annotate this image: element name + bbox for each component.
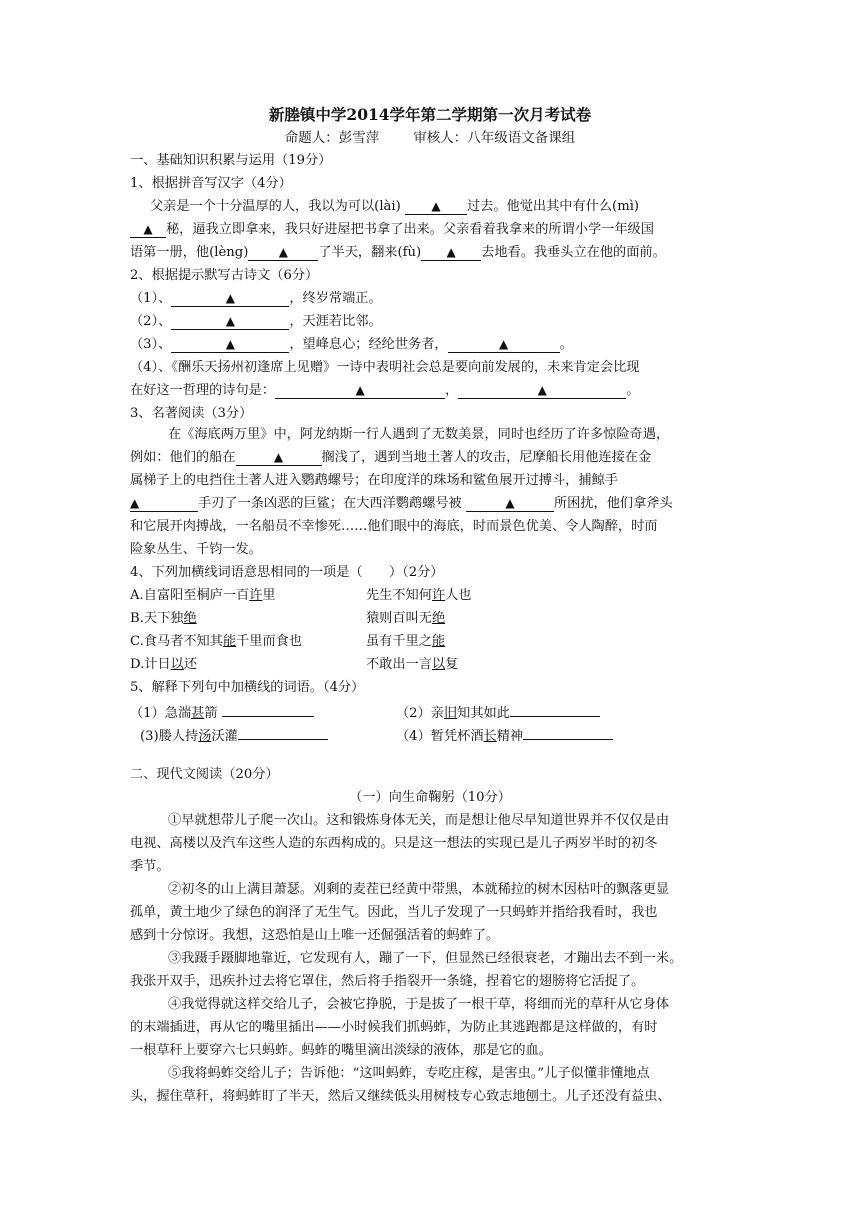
exam-subtitle bbox=[0, 128, 860, 148]
answer-blank[interactable] bbox=[510, 701, 600, 717]
answer-blank[interactable] bbox=[130, 222, 166, 238]
answer-blank[interactable] bbox=[238, 724, 328, 740]
question-heading: 5、解释下列句中加横线的词语。（4分） bbox=[130, 680, 365, 695]
blank-marker-icon: ▲ bbox=[278, 245, 288, 259]
q4-option[interactable]: C.食马者不知其能千里而食也 虽有千里之能 bbox=[130, 634, 446, 649]
section-heading: 一、基础知识积累与运用（19分） bbox=[130, 153, 332, 168]
question-heading: 4、下列加横线词语意思相同的一项是（ ）（2分） bbox=[130, 565, 444, 580]
q4-option[interactable]: A.自富阳至桐庐一百许里 先生不知何许人也 bbox=[130, 588, 472, 603]
q4-option[interactable]: D.计日以还 不敢出一言以复 bbox=[130, 657, 459, 672]
passage-line: 季节。 bbox=[130, 859, 170, 874]
q4-option[interactable]: B.天下独绝 猿则百叫无绝 bbox=[130, 611, 446, 626]
answer-blank[interactable] bbox=[171, 314, 289, 330]
q5-line: （1）急湍甚箭 （2）亲旧知其如此 bbox=[130, 701, 730, 724]
q3-line: 和它展开肉搏战，一名船员不幸惨死……他们眼中的海底，时而景色优美、令人陶醉，时而 bbox=[130, 519, 658, 534]
passage-line: ⑤我将蚂蚱交给儿子；告诉他：“这叫蚂蚱，专吃庄稼，是害虫。”儿子似懂非懂地点 bbox=[168, 1066, 650, 1081]
answer-blank[interactable] bbox=[171, 337, 289, 353]
answer-blank[interactable] bbox=[248, 245, 318, 261]
question-heading: 3、名著阅读（3分） bbox=[130, 406, 253, 421]
passage-line: 头，握住草秆，将蚂蚱盯了半天，然后又继续低头用树枝专心致志地刨土。儿子还没有益虫、 bbox=[130, 1089, 671, 1104]
answer-blank[interactable] bbox=[171, 291, 289, 307]
q2-line: （3）、 ▲ ，望峰息心；经纶世务者， ▲ 。 bbox=[130, 337, 573, 352]
q1-line: 语第一册，他(lèng) ▲ 了半天，翻来(fù) ▲ 去地看。我垂头立在他的面前。 bbox=[130, 245, 666, 260]
answer-blank[interactable] bbox=[236, 450, 322, 466]
passage-line: ④我觉得就这样交给儿子，会被它挣脱，于是拔了一根干草，将细而光的草秆从它身体 bbox=[168, 997, 670, 1012]
blank-marker-icon: ▲ bbox=[505, 496, 515, 510]
q3-line: 属梯子上的电挡住土著人进入鹦鹉螺号；在印度洋的珠场和鲨鱼展开过搏斗，捕鲸手 bbox=[130, 473, 618, 488]
setter-label: 命题人：彭雪萍 bbox=[284, 130, 380, 146]
answer-blank[interactable] bbox=[130, 496, 198, 512]
blank-marker-icon: ▲ bbox=[355, 383, 365, 397]
q3-line: ▲ 手刃了一条凶恶的巨鲨；在大西洋鹦鹉螺号被 ▲ 所困扰，他们拿斧头 bbox=[130, 496, 673, 511]
passage-line: 一根草秆上要穿六七只蚂蚱。蚂蚱的嘴里滴出淡绿的液体，那是它的血。 bbox=[130, 1043, 552, 1058]
passage-title: （一）向生命鞠躬（10分） bbox=[349, 790, 511, 805]
answer-blank[interactable] bbox=[405, 199, 467, 215]
passage-line: 孤单，黄土地少了绿色的润泽了无生气。因此，当儿子发现了一只蚂蚱并指给我看时，我也 bbox=[130, 905, 658, 920]
blank-marker-icon: ▲ bbox=[273, 450, 284, 464]
passage-line: 的末端插进，再从它的嘴里插出——小时候我们抓蚂蚱，为防止其逃跑都是这样做的，有时 bbox=[130, 1020, 658, 1035]
answer-blank[interactable] bbox=[421, 245, 481, 261]
passage-line: 我张开双手，迅疾扑过去将它罩住，然后将手指裂开一条缝，捏着它的翅膀将它活捉了。 bbox=[130, 974, 645, 989]
q5-line: (3)媵人持汤沃灌 （4）暂凭杯酒长精神 bbox=[140, 724, 740, 747]
blank-marker-icon: ▲ bbox=[431, 199, 441, 213]
blank-marker-icon: ▲ bbox=[225, 314, 235, 328]
passage-line: 感到十分惊讶。我想，这恐怕是山上唯一还倔强活着的蚂蚱了。 bbox=[130, 928, 500, 943]
q1-line: 父亲是一个十分温厚的人，我以为可以(lài) ▲ 过去。他觉出其中有什么(mì) bbox=[150, 199, 640, 214]
passage-line: ③我蹑手蹑脚地靠近，它发现有人，蹦了一下，但显然已经很衰老，才蹦出去不到一米。 bbox=[168, 951, 683, 966]
section-heading: 二、现代文阅读（20分） bbox=[130, 767, 279, 782]
q2-line: （2）、 ▲ ，天涯若比邻。 bbox=[130, 314, 382, 329]
passage-line: ②初冬的山上满目萧瑟。刈剩的麦茬已经黄中带黑，本就稀拉的树木因枯叶的飘落更显 bbox=[168, 882, 670, 897]
blank-marker-icon: ▲ bbox=[225, 337, 235, 351]
question-heading: 2、根据提示默写古诗文（6分） bbox=[130, 268, 319, 283]
q1-line: ▲ 秘，逼我立即拿来，我只好进屋把书拿了出来。父亲看着我拿来的所谓小学一年级国 bbox=[130, 220, 730, 240]
answer-blank[interactable] bbox=[448, 337, 560, 353]
q2-line: （4）、《酬乐天扬州初逢席上见赠》一诗中表明社会总是要向前发展的，未来肯定会比现 bbox=[130, 360, 640, 375]
q2-line: （1）、 ▲ ，终岁常端正。 bbox=[130, 291, 382, 306]
passage-line: 电视、高楼以及汽车这些人造的东西构成的。只是这一想法的实现已是儿子两岁半时的初冬 bbox=[130, 836, 658, 851]
blank-marker-icon: ▲ bbox=[130, 496, 140, 510]
question-heading: 1、根据拼音写汉字（4分） bbox=[130, 176, 292, 191]
passage-line: ①早就想带儿子爬一次山。这和锻炼身体无关，而是想让他尽早知道世界并不仅仅是由 bbox=[168, 813, 670, 828]
answer-blank[interactable] bbox=[275, 383, 445, 399]
q3-line: 例如：他们的船在 ▲ 搁浅了，遇到当地土著人的攻击，尼摩船长用他连接在金 bbox=[130, 450, 652, 465]
blank-marker-icon: ▲ bbox=[143, 222, 153, 236]
answer-blank[interactable] bbox=[466, 496, 554, 512]
q3-line: 在《海底两万里》中，阿龙纳斯一行人遇到了无数美景，同时也经历了许多惊险奇遇， bbox=[168, 427, 670, 442]
q3-line: 险象丛生、千钧一发。 bbox=[130, 542, 262, 557]
q2-line: 在好这一哲理的诗句是： ▲ ， ▲ 。 bbox=[130, 383, 640, 398]
answer-blank[interactable] bbox=[523, 724, 613, 740]
answer-blank[interactable] bbox=[458, 383, 626, 399]
answer-blank[interactable] bbox=[222, 701, 314, 717]
blank-marker-icon: ▲ bbox=[225, 291, 235, 305]
exam-title: 新塍镇中学2014学年第二学期第一次月考试卷 bbox=[268, 105, 592, 124]
blank-marker-icon: ▲ bbox=[446, 245, 456, 259]
blank-marker-icon: ▲ bbox=[537, 383, 547, 397]
blank-marker-icon: ▲ bbox=[498, 337, 509, 351]
reviewer-label: 审核人：八年级语文备课组 bbox=[413, 130, 576, 146]
